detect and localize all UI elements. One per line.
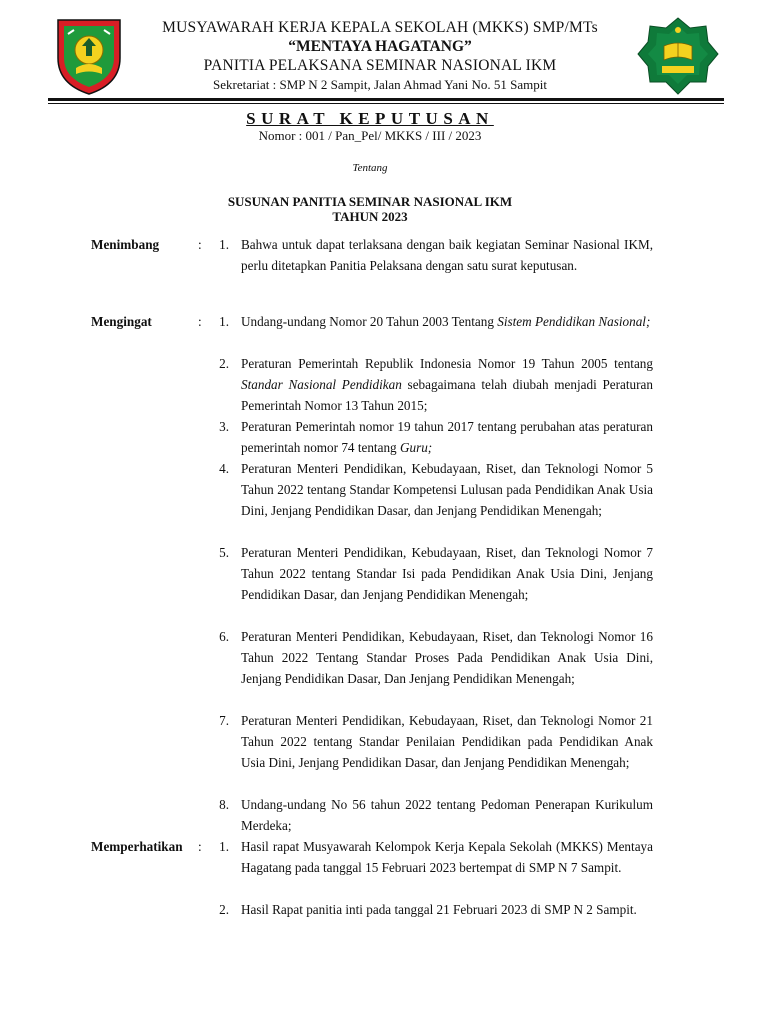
item-text: Peraturan Pemerintah nomor 19 tahun 2017 tentang perubahan atas peraturan pemerintah nomor 74 tentang Guru;	[241, 419, 653, 455]
item-number: 5.	[219, 545, 229, 560]
item-text: Peraturan Pemerintah Republik Indonesia Nomor 19 Tahun 2005 tentang Standar Nasional Pendidikan sebagaimana telah diubah menjadi Peraturan Pemerintah Nomor 13 Tahun 2015;	[241, 356, 653, 413]
item-text: Bahwa untuk dapat terlaksana dengan baik kegiatan Seminar Nasional IKM, perlu ditetapkan Panitia Pelaksana dengan satu surat keputusan.	[241, 237, 653, 273]
letterhead-line1: MUSYAWARAH KERJA KEPALA SEKOLAH (MKKS) SMP/MTs	[162, 19, 598, 36]
document-about-label: Tentang	[352, 162, 388, 174]
letterhead-line3: PANITIA PELAKSANA SEMINAR NASIONAL IKM	[203, 57, 557, 74]
item-number: 1.	[219, 237, 229, 252]
regional-emblem-icon	[52, 14, 126, 96]
item-number: 8.	[219, 797, 229, 812]
letterhead-rule-thick	[48, 98, 724, 101]
item-text: Peraturan Menteri Pendidikan, Kebudayaan, Riset, dan Teknologi Nomor 16 Tahun 2022 Tentang Standar Proses Pada Pendidikan Anak Usia Dini, Jenjang Pendidikan Dasar, Dan Jenjang Pendidikan Menengah;	[241, 629, 653, 686]
letterhead-address: Sekretariat : SMP N 2 Sampit, Jalan Ahmad Yani No. 51 Sampit	[213, 77, 547, 92]
item-text: Hasil rapat Musyawarah Kelompok Kerja Kepala Sekolah (MKKS) Mentaya Hagatang pada tanggal 15 Februari 2023 bertempat di SMP N 7 Sampit.	[241, 839, 653, 875]
item-text: Hasil Rapat panitia inti pada tanggal 21 Februari 2023 di SMP N 2 Sampit.	[241, 902, 637, 917]
document-number: Nomor : 001 / Pan_Pel/ MKKS / III / 2023	[258, 128, 482, 143]
item-text: Peraturan Menteri Pendidikan, Kebudayaan, Riset, dan Teknologi Nomor 5 Tahun 2022 tentang Standar Kompetensi Lulusan pada Pendidikan Anak Usia Dini, Jenjang Pendidikan Dasar, dan Jenjang Pendidikan Menengah;	[241, 461, 653, 518]
item-number: 7.	[219, 713, 229, 728]
section-label: Mengingat	[91, 314, 152, 329]
document-title: SURAT KEPUTUSAN	[246, 109, 494, 128]
item-text: Undang-undang No 56 tahun 2022 tentang Pedoman Penerapan Kurikulum Merdeka;	[241, 797, 653, 833]
section-colon: :	[198, 314, 202, 329]
item-text: Undang-undang Nomor 20 Tahun 2003 Tentang Sistem Pendidikan Nasional;	[241, 314, 651, 329]
item-number: 2.	[219, 356, 229, 371]
item-number: 6.	[219, 629, 229, 644]
item-number: 3.	[219, 419, 229, 434]
item-number: 1.	[219, 839, 229, 854]
section-label: Memperhatikan	[91, 839, 183, 854]
item-number: 4.	[219, 461, 229, 476]
ministry-of-religion-emblem-icon	[636, 16, 720, 96]
section-label: Menimbang	[91, 237, 160, 252]
subject-line2: TAHUN 2023	[332, 209, 408, 224]
item-number: 1.	[219, 314, 229, 329]
document-subject	[0, 194, 740, 224]
letterhead-line2: “MENTAYA HAGATANG”	[288, 38, 472, 55]
section-colon: :	[198, 839, 202, 854]
letterhead	[130, 18, 630, 94]
subject-line1: SUSUNAN PANITIA SEMINAR NASIONAL IKM	[227, 194, 513, 209]
item-number: 2.	[219, 902, 229, 917]
item-text: Peraturan Menteri Pendidikan, Kebudayaan, Riset, dan Teknologi Nomor 7 Tahun 2022 tentang Standar Isi pada Pendidikan Anak Usia Dini, Jenjang Pendidikan Dasar, dan Jenjang Pendidikan Menengah;	[241, 545, 653, 602]
letterhead-rule-thin	[48, 103, 724, 104]
item-text: Peraturan Menteri Pendidikan, Kebudayaan, Riset, dan Teknologi Nomor 21 Tahun 2022 tentang Standar Penilaian Pendidikan pada Pendidikan Anak Usia Dini, Jenjang Pendidikan Dasar, dan Jenjang Pendidikan Menengah;	[241, 713, 653, 770]
section-colon: :	[198, 237, 202, 252]
